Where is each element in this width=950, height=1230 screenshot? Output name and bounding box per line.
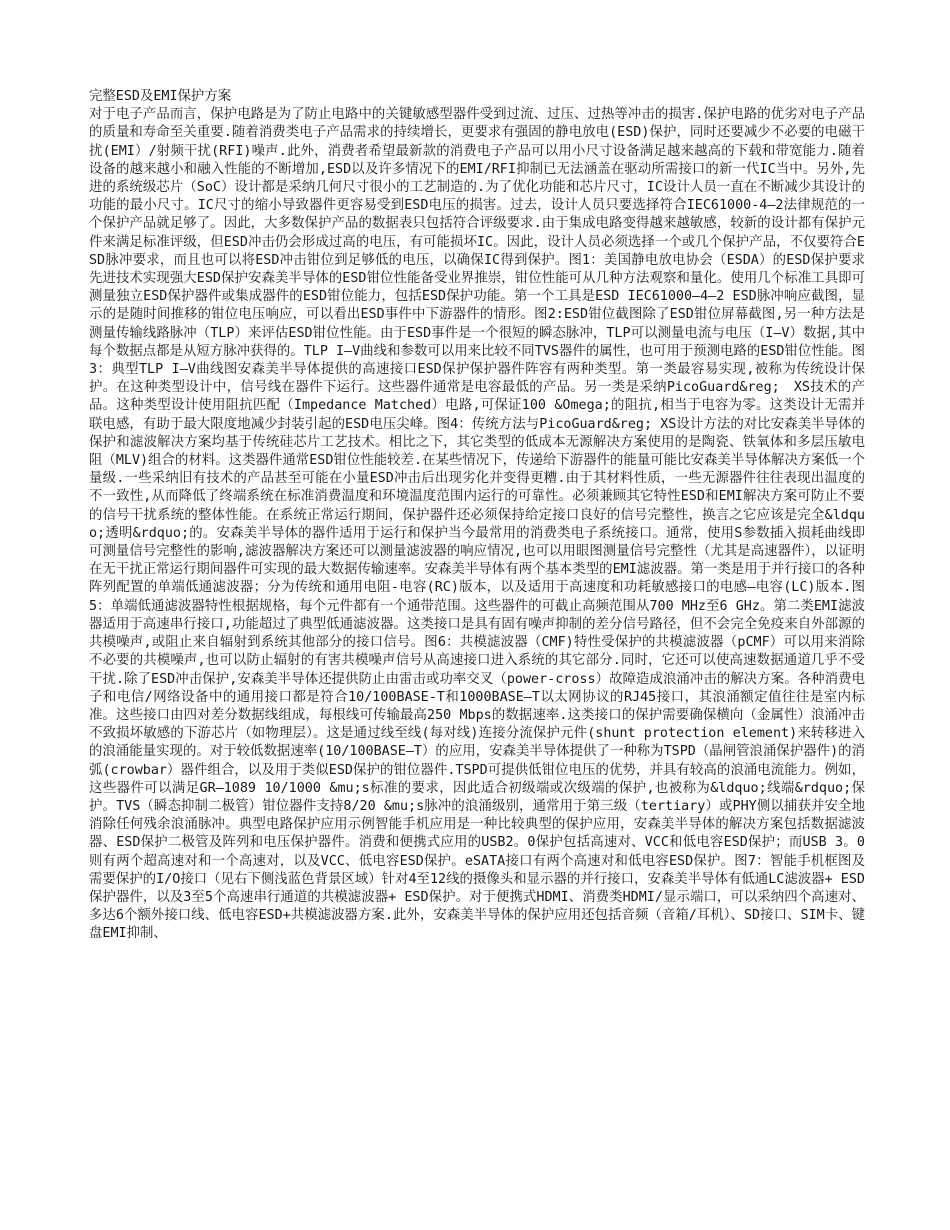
document-title: 完整ESD及EMI保护方案 xyxy=(89,89,232,104)
document-body: 对于电子产品而言，保护电路是为了防止电路中的关键敏感型器件受到过流、过压、过热等冲击的损害.保护电路的优劣对电子产品的质量和寿命至关重要.随着消费类电子产品需求的持续增长，更要求有强固的静电放电(ESD)保护，同时还要减少不必要的电磁干扰(EMI）/射频干扰(RFI)噪声.此外，消费者希望最新款的消费电子产品可以用小尺寸设备满足越来越高的下载和带宽能力.随着设备的越来越小和融入性能的不断增加,ESD以及许多情况下的EMI/RFI抑制已无法涵盖在驱动所需接口的新一代IC当中。另外,先进的系统级芯片（SoC）设计都是采纳几何尺寸很小的工艺制造的.为了优化功能和芯片尺寸，IC设计人员一直在不断减少其设计的功能的最小尺寸。IC尺寸的缩小导致器件更容易受到ESD电压的损害。过去，设计人员只要选择符合IEC61000-4—2法律规范的一个保护产品就足够了。因此，大多数保护产品的数据表只包括符合评级要求.由于集成电路变得越来越敏感，较新的设计都有保护元件来满足标准评级，但ESD冲击仍会形成过高的电压，有可能损坏IC。因此，设计人员必须选择一个或几个保护产品，不仅要符合ESD脉冲要求，而且也可以将ESD冲击钳位到足够低的电压，以确保IC得到保护。图1：美国静电放电协会（ESDA）的ESD保护要求先进技术实现强大ESD保护安森美半导体的ESD钳位性能备受业界推崇，钳位性能可从几种方法观察和量化。使用几个标准工具即可测量独立ESD保护器件或集成器件的ESD钳位能力，包括ESD保护功能。第一个工具是ESD IEC61000—4—2 ESD脉冲响应截图，显示的是随时间推移的钳位电压响应，可以看出ESD事件中下游器件的情形。图2:ESD钳位截图除了ESD钳位屏幕截图,另一种方法是测量传输线路脉冲（TLP）来评估ESD钳位性能。由于ESD事件是一个很短的瞬态脉冲，TLP可以测量电流与电压（I—V）数据,其中每个数据点都是从短方脉冲获得的。TLP I—V曲线和参数可以用来比较不同TVS器件的属性，也可用于预测电路的ESD钳位性能。图3：典型TLP I—V曲线图安森美半导体提供的高速接口ESD保护保护器件阵容有两种类型。第一类最容易实现,被称为传统设计保护。在这种类型设计中，信号线在器件下运行。这些器件通常是电容最低的产品。另一类是采纳PicoGuard&reg; XS技术的产品。这种类型设计使用阻抗匹配（Impedance Matched）电路,可保证100 &Omega;的阻抗,相当于电容为零。这类设计无需并联电感，有助于最大限度地减少封装引起的ESD电压尖峰。图4：传统方法与PicoGuard&reg; XS设计方法的对比安森美半导体的保护和滤波解决方案均基于传统硅芯片工艺技术。相比之下，其它类型的低成本无源解决方案使用的是陶瓷、铁氧体和多层压敏电阻（MLV)组合的材料。这类器件通常ESD钳位性能较差.在某些情况下，传递给下游器件的能量可能比安森美半导体解决方案低一个量级.一些采纳旧有技术的产品甚至可能在小量ESD冲击后出现劣化并变得更糟.由于其材料性质，一些无源器件往往表现出温度的不一致性,从而降低了终端系统在标准消费温度和环境温度范围内运行的可靠性。必须兼顾其它特性ESD和EMI解决方案可防止不要的信号干扰系统的整体性能。在系统正常运行期间，保护器件还必须保持给定接口良好的信号完整性，换言之它应该是完全&ldquo;透明&rdquo;的。安森美半导体的器件适用于运行和保护当今最常用的消费类电子系统接口。通常，使用S参数插入损耗曲线即可测量信号完整性的影响,滤波器解决方案还可以测量滤波器的响应情况,也可以用眼图测量信号完整性（尤其是高速器件），以证明在无干扰正常运行期间器件可实现的最大数据传输速率。安森美半导体有两个基本类型的EMI滤波器。第一类是用于并行接口的各种阵列配置的单端低通滤波器；分为传统和通用电阻-电容(RC)版本，以及适用于高速度和功耗敏感接口的电感—电容(LC)版本.图5：单端低通滤波器特性根据规格，每个元件都有一个通带范围。这些器件的可截止高频范围从700 MHz至6 GHz。第二类EMI滤波器适用于高速串行接口,功能超过了典型低通滤波器。这类接口是具有固有噪声抑制的差分信号路径，但不会完全免疫来自外部源的共模噪声,或阻止来自辐射到系统其他部分的接口信号。图6：共模滤波器（CMF)特性受保护的共模滤波器（pCMF）可以用来消除不必要的共模噪声,也可以防止辐射的有害共模噪声信号从高速接口进入系统的其它部分.同时，它还可以使高速数据通道几乎不受干扰.除了ESD冲击保护,安森美半导体还提供防止由雷击或功率交叉（power-cross）故障造成浪涌冲击的解决方案。各种消费电子和电信/网络设备中的通用接口都是符合10/100BASE-T和1000BASE—T以太网协议的RJ45接口，其浪涌额定值往往是室内标准。这些接口由四对差分数据线组成，每根线可传输最高250 Mbps的数据速率.这类接口的保护需要确保横向（金属性）浪涌冲击不致损坏敏感的下游芯片（如物理层）。这是通过线至线(每对线)连接分流保护元件(shunt protection element)来转移进入的浪涌能量实现的。对于较低数据速率(10/100BASE—T）的应用，安森美半导体提供了一种称为TSPD（晶闸管浪涌保护器件)的消弧(crowbar）器件组合，以及用于类似ESD保护的钳位器件.TSPD可提供低钳位电压的优势，并具有较高的浪涌电流能力。例如，这些器件可以满足GR—1089 10/1000 &mu;s标准的要求，因此适合初级端或次级端的保护,也被称为&ldquo;线端&rdquo;保护。TVS（瞬态抑制二极管）钳位器件支持8/20 &mu;s脉冲的浪涌级别，通常用于第三级（tertiary）或PHY侧以捕获并安全地消除任何残余浪涌脉冲。典型电路保护应用示例智能手机应用是一种比较典型的保护应用，安森美半导体的解决方案包括数据滤波器、ESD保护二极管及阵列和电压保护器件。消费和便携式应用的USB2。0保护包括高速对、VCC和低电容ESD保护；而USB 3。0则有两个超高速对和一个高速对，以及VCC、低电容ESD保护。eSATA接口有两个高速对和低电容ESD保护。图7：智能手机框图及需要保护的I/O接口（见右下侧浅蓝色背景区域）针对4至12线的摄像头和显示器的并行接口，安森美半导体有低通LC滤波器+ ESD保护器件，以及3至5个高速串行通道的共模滤波器+ ESD保护。对于便携式HDMI、消费类HDMI/显示端口，可以采纳四个高速对、多达6个额外接口线、低电容ESD+共模滤波器方案.此外，安森美半导体的保护应用还包括音频（音箱/耳机）、SD接口、SIM卡、键盘EMI抑制、 xyxy=(89,107,865,942)
document-page xyxy=(89,88,865,944)
